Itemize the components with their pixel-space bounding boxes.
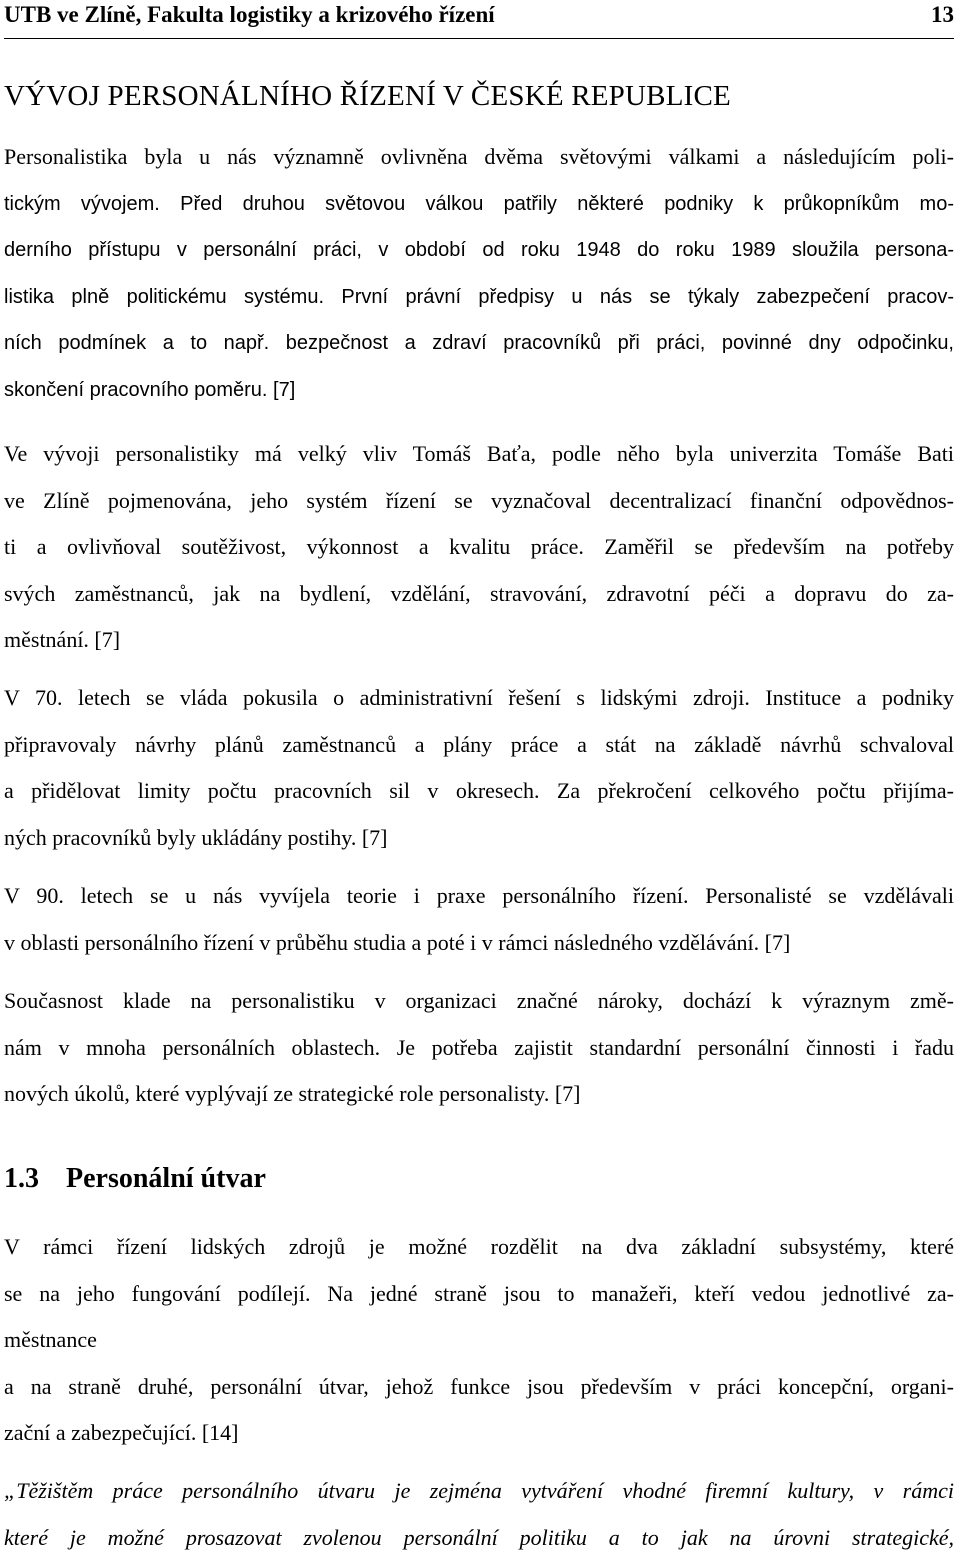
section-title: Personální útvar xyxy=(66,1163,266,1194)
text-line: se na jeho fungování podílejí. Na jedné straně jsou to manažeři, kteří vedou jednotlivé za- xyxy=(4,1271,954,1318)
text-line: v oblasti personálního řízení v průběhu studia a poté i v rámci následného vzdělávání. [7] xyxy=(4,920,954,967)
paragraph-quote xyxy=(4,1468,954,1561)
text-line: listika plně politickému systému. První právní předpisy u nás se týkaly zabezpečení pracov- xyxy=(4,274,954,321)
text-line: a přidělovat limity počtu pracovních sil v okresech. Za překročení celkového počtu přijíma- xyxy=(4,768,954,815)
text-line: které je možné prosazovat zvolenou personální politiku a to jak na úrovni strategické, xyxy=(4,1515,954,1561)
paragraph-70s xyxy=(4,675,954,861)
text-line: svých zaměstnanců, jak na bydlení, vzdělání, stravování, zdravotní péči a dopravu do za- xyxy=(4,571,954,618)
text-line: zační a zabezpečující. [14] xyxy=(4,1410,954,1457)
text-line: tickým vývojem. Před druhou světovou válkou patřily některé podniky k průkopníkům mo- xyxy=(4,181,954,228)
paragraph-90s xyxy=(4,873,954,966)
paragraph-hr-unit xyxy=(4,1224,954,1457)
text-line: nám v mnoha personálních oblastech. Je potřeba zajistit standardní personální činnosti i řadu xyxy=(4,1025,954,1072)
paragraph-bata xyxy=(4,431,954,664)
text-line: městnance xyxy=(4,1317,954,1364)
text-line: skončení pracovního poměru. [7] xyxy=(4,367,954,414)
text-line: Ve vývoji personalistiky má velký vliv Tomáš Baťa, podle něho byla univerzita Tomáše Bati xyxy=(4,431,954,478)
text-line: „Těžištěm práce personálního útvaru je zejména vytváření vhodné firemní kultury, v rámci xyxy=(4,1468,954,1515)
text-line: V rámci řízení lidských zdrojů je možné rozdělit na dva základní subsystémy, které xyxy=(4,1224,954,1271)
text-line: ních podmínek a to např. bezpečnost a zdraví pracovníků při práci, povinné dny odpočinku, xyxy=(4,320,954,367)
text-line: připravovaly návrhy plánů zaměstnanců a plány práce a stát na základě návrhů schvaloval xyxy=(4,722,954,769)
text-line: městnání. [7] xyxy=(4,617,954,664)
paragraph-history-intro xyxy=(4,134,954,413)
text-line: Personalistika byla u nás významně ovlivněna dvěma světovými válkami a následujícím poli- xyxy=(4,134,954,181)
text-line: Současnost klade na personalistiku v organizaci značné nároky, dochází k výraznym změ- xyxy=(4,978,954,1025)
text-line: ti a ovlivňoval soutěživost, výkonnost a kvalitu práce. Zaměřil se především na potřeby xyxy=(4,524,954,571)
page-header xyxy=(4,0,954,39)
page-number: 13 xyxy=(931,2,954,28)
text-line: V 70. letech se vláda pokusila o administrativní řešení s lidskými zdroji. Instituce a podniky xyxy=(4,675,954,722)
text-line: ných pracovníků byly ukládány postihy. [7] xyxy=(4,815,954,862)
paragraph-present xyxy=(4,978,954,1118)
section-number: 1.3 xyxy=(4,1163,66,1195)
header-title: UTB ve Zlíně, Fakulta logistiky a krizového řízení xyxy=(4,2,495,28)
section-heading xyxy=(4,1163,266,1195)
text-line: ve Zlíně pojmenována, jeho systém řízení se vyznačoval decentralizací finanční odpovědnos- xyxy=(4,478,954,525)
text-line: derního přístupu v personální práci, v období od roku 1948 do roku 1989 sloužila persona- xyxy=(4,227,954,274)
text-line: nových úkolů, které vyplývají ze strategické role personalisty. [7] xyxy=(4,1071,954,1118)
chapter-heading: VÝVOJ PERSONÁLNÍHO ŘÍZENÍ V ČESKÉ REPUBLICE xyxy=(4,80,731,113)
text-line: a na straně druhé, personální útvar, jehož funkce jsou především v práci koncepční, organi- xyxy=(4,1364,954,1411)
text-line: V 90. letech se u nás vyvíjela teorie i praxe personálního řízení. Personalisté se vzdělávali xyxy=(4,873,954,920)
